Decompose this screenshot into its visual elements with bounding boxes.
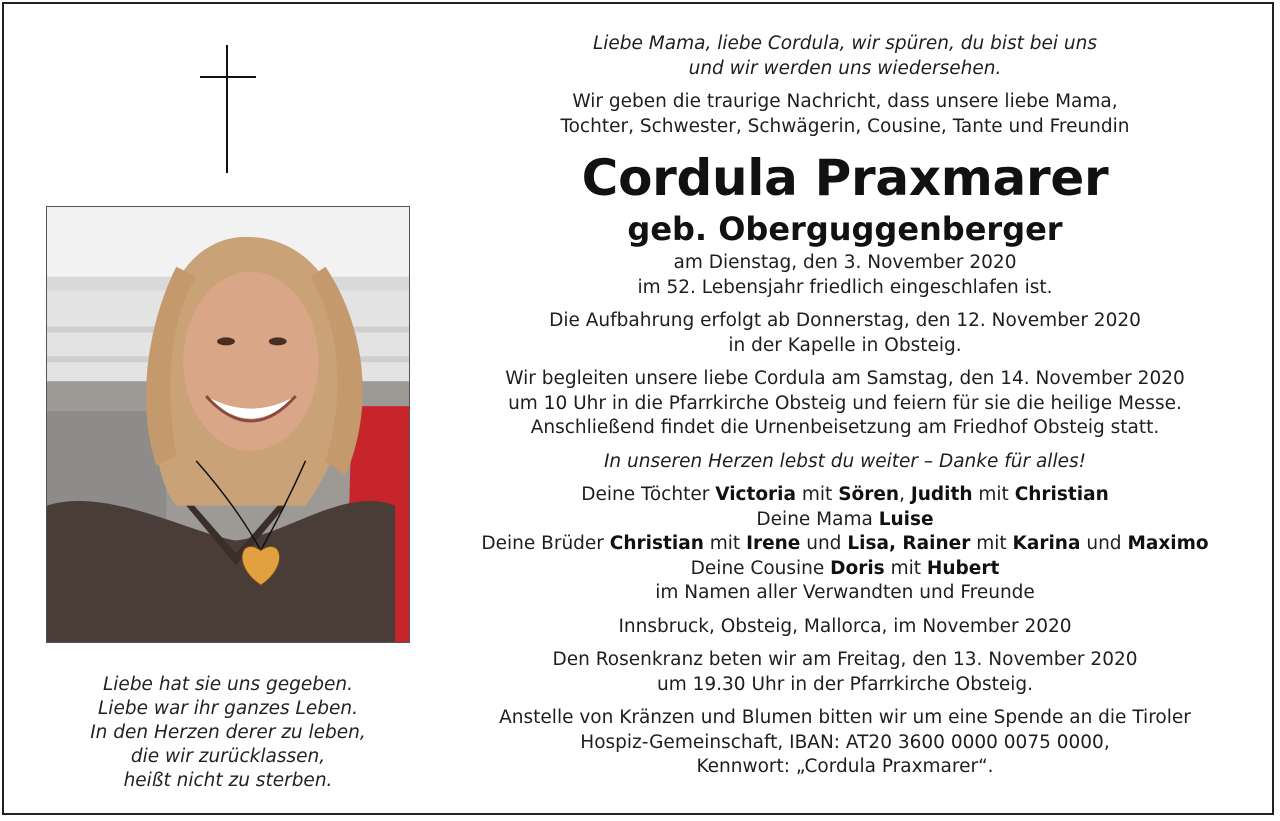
funeral-line: Anschließend findet die Urnenbeisetzung am Friedhof Obsteig statt. (530, 417, 1160, 438)
mourner-line-mother: Deine Mama Luise (756, 508, 934, 530)
poem-line: Liebe hat sie uns gegeben. (102, 674, 354, 695)
rosary-line: um 19.30 Uhr in der Pfarrkirche Obsteig. (656, 673, 1034, 695)
death-line: am Dienstag, den 3. November 2020 (673, 252, 1017, 273)
poem-line: heißt nicht zu sterben. (123, 770, 333, 791)
intro-line: Wir geben die traurige Nachricht, dass unsere liebe Mama, (572, 91, 1118, 112)
farewell-line: In unseren Herzen lebst du weiter – Danke für alles! (603, 450, 1087, 472)
intro-line: Tochter, Schwester, Schwägerin, Cousine, Tante und Freundin (560, 115, 1130, 137)
poem-line: Liebe war ihr ganzes Leben. (98, 698, 358, 719)
donation-line: Anstelle von Kränzen und Blumen bitten wir um eine Spende an die Tiroler (499, 707, 1191, 728)
birth-name: geb. Oberguggenberger (627, 210, 1063, 248)
mourner-line-daughters: Deine Töchter Victoria mit Sören, Judith mit Christian (581, 484, 1109, 505)
portrait-photo (46, 206, 410, 643)
mourner-line-relatives: im Namen aller Verwandten und Freunde (655, 582, 1035, 603)
cross-icon (200, 45, 256, 175)
poem-line: die wir zurücklassen, (130, 746, 326, 767)
place-date: Innsbruck, Obsteig, Mallorca, im November 2020 (618, 615, 1072, 637)
poem-line: In den Herzen derer zu leben, (90, 722, 366, 743)
funeral-line: um 10 Uhr in die Pfarrkirche Obsteig und feiern für sie die heilige Messe. (508, 392, 1182, 414)
memorial-poem (46, 673, 410, 793)
rosary-line: Den Rosenkranz beten wir am Freitag, den 13. November 2020 (552, 649, 1138, 670)
notice-text (470, 32, 1220, 780)
deceased-name: Cordula Praxmarer (581, 149, 1109, 207)
funeral-line: Wir begleiten unsere liebe Cordula am Samstag, den 14. November 2020 (505, 368, 1185, 389)
death-line: im 52. Lebensjahr friedlich eingeschlafen ist. (637, 276, 1053, 298)
mourner-line-cousin: Deine Cousine Doris mit Hubert (690, 557, 1000, 579)
motto-line: Liebe Mama, liebe Cordula, wir spüren, du bist bei uns (592, 33, 1098, 54)
motto-line: und wir werden uns wiedersehen. (688, 57, 1002, 79)
viewing-line: Die Aufbahrung erfolgt ab Donnerstag, den 12. November 2020 (549, 310, 1141, 331)
mourner-line-brothers: Deine Brüder Christian mit Irene und Lisa, Rainer mit Karina und Maximo (481, 533, 1209, 554)
donation-line: Hospiz-Gemeinschaft, IBAN: AT20 3600 0000 0075 0000, (580, 731, 1110, 753)
donation-line: Kennwort: „Cordula Praxmarer“. (696, 756, 994, 777)
viewing-line: in der Kapelle in Obsteig. (728, 334, 962, 356)
